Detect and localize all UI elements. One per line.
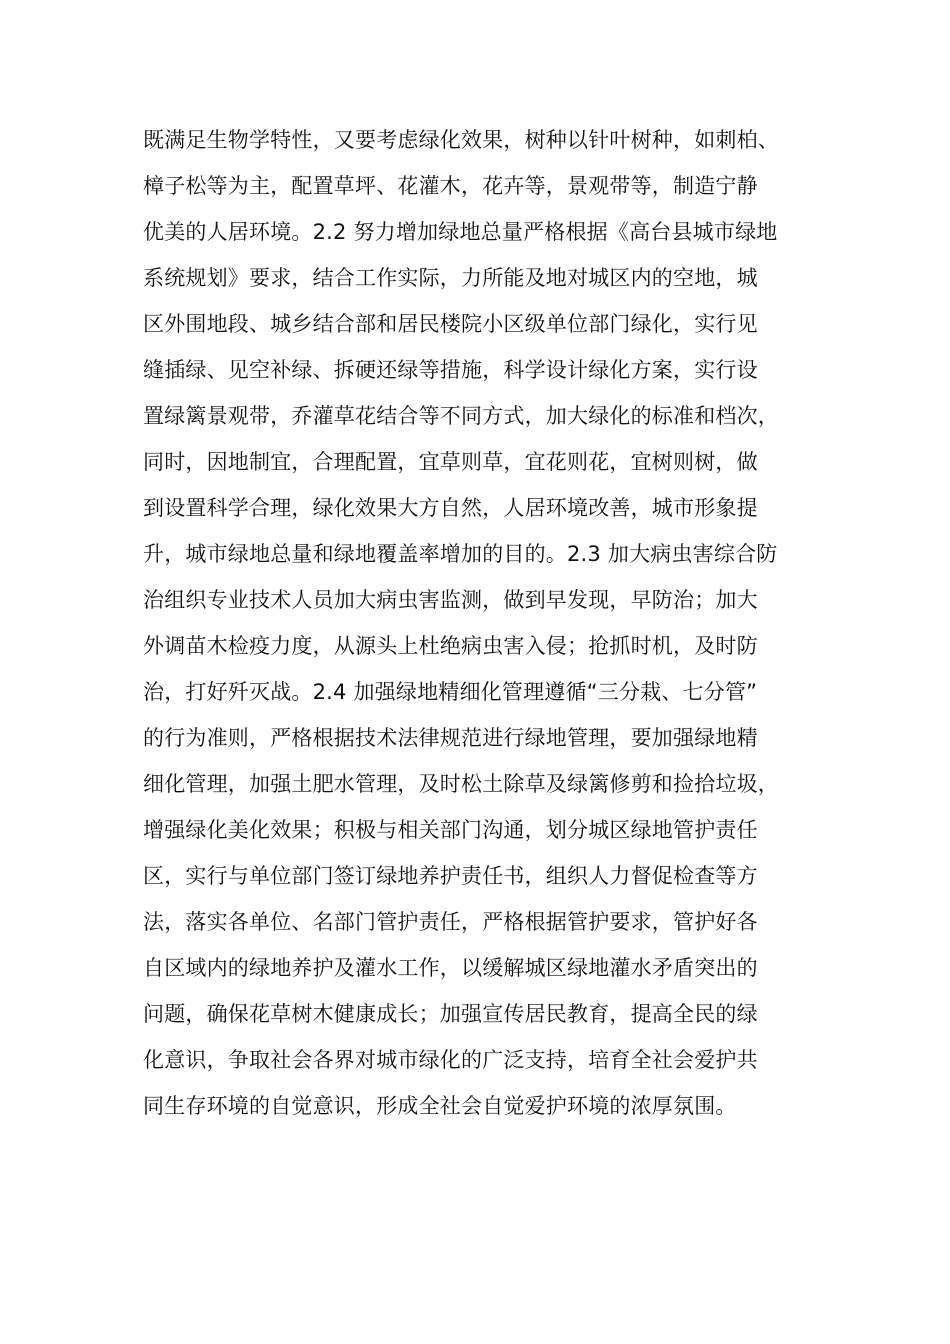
text-line: 自区域内的绿地养护及灌水工作，以缓解城区绿地灌水矛盾突出的 — [143, 956, 758, 980]
text-line: 治组织专业技术人员加大病虫害监测，做到早发现，早防治；加大 — [143, 588, 758, 612]
text-line: 既满足生物学特性，又要考虑绿化效果，树种以针叶树种，如刺柏、 — [143, 128, 779, 152]
text-line: 系统规划》要求，结合工作实际，力所能及地对城区内的空地，城 — [143, 266, 758, 290]
text-line: 治，打好歼灭战。2.4 加强绿地精细化管理遵循“三分栽、七分管” — [143, 680, 758, 704]
text-line: 升，城市绿地总量和绿地覆盖率增加的目的。2.3 加大病虫害综合防 — [143, 542, 778, 566]
text-line: 优美的人居环境。2.2 努力增加绿地总量严格根据《高台县城市绿地 — [143, 220, 778, 244]
text-line: 缝插绿、见空补绿、拆硬还绿等措施，科学设计绿化方案，实行设 — [143, 358, 758, 382]
text-line: 同生存环境的自觉意识，形成全社会自觉爱护环境的浓厚氛围。 — [143, 1094, 737, 1118]
text-line: 法，落实各单位、名部门管护责任，严格根据管护要求，管护好各 — [143, 910, 758, 934]
text-line: 置绿篱景观带，乔灌草花结合等不同方式，加大绿化的标准和档次， — [143, 404, 779, 428]
text-line: 细化管理，加强土肥水管理，及时松土除草及绿篱修剪和捡拾垃圾， — [143, 772, 779, 796]
text-line: 区外围地段、城乡结合部和居民楼院小区级单位部门绿化，实行见 — [143, 312, 758, 336]
text-line: 到设置科学合理，绿化效果大方自然，人居环境改善，城市形象提 — [143, 496, 758, 520]
text-line: 增强绿化美化效果；积极与相关部门沟通，划分城区绿地管护责任 — [143, 818, 758, 842]
text-line: 同时，因地制宜，合理配置，宜草则草，宜花则花，宜树则树，做 — [143, 450, 758, 474]
text-line: 的行为准则，严格根据技术法律规范进行绿地管理，要加强绿地精 — [143, 726, 758, 750]
text-line: 化意识，争取社会各界对城市绿化的广泛支持，培育全社会爱护共 — [143, 1048, 758, 1072]
body-paragraph — [143, 117, 843, 1129]
text-line: 樟子松等为主，配置草坪、花灌木，花卉等，景观带等，制造宁静 — [143, 174, 758, 198]
text-line: 区，实行与单位部门签订绿地养护责任书，组织人力督促检查等方 — [143, 864, 758, 888]
text-line: 外调苗木检疫力度，从源头上杜绝病虫害入侵；抢抓时机，及时防 — [143, 634, 758, 658]
text-line: 问题，确保花草树木健康成长；加强宣传居民教育，提高全民的绿 — [143, 1002, 758, 1026]
